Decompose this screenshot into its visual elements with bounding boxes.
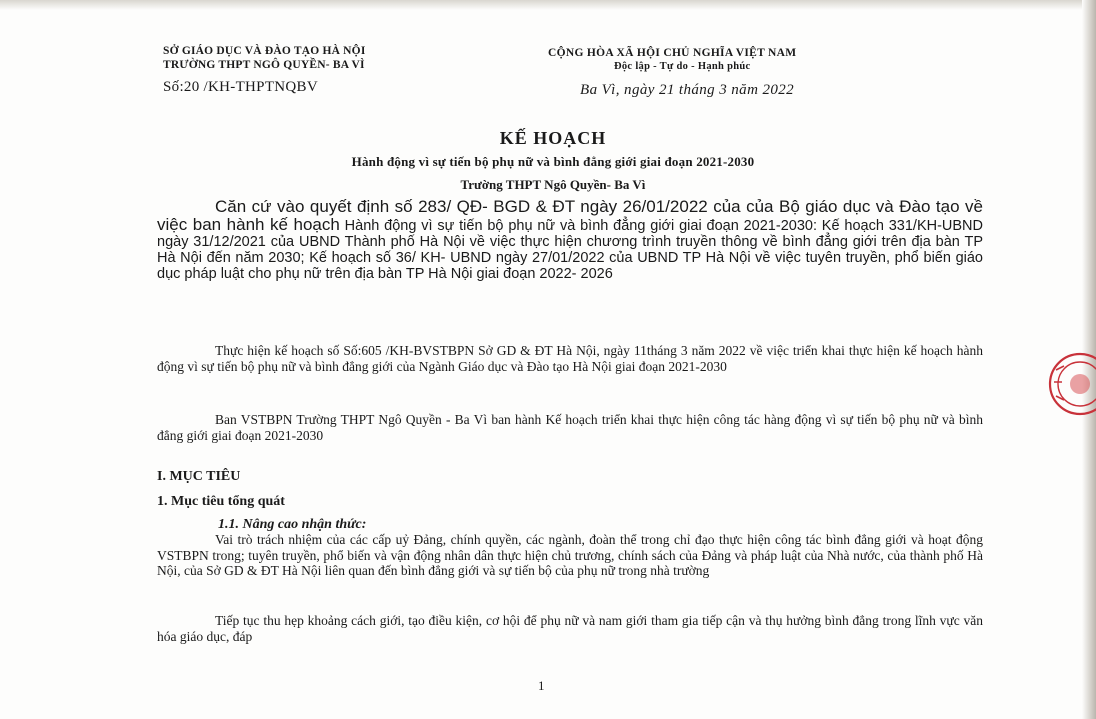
document-subtitle: Hành động vì sự tiến bộ phụ nữ và bình đẳng giới giai đoạn 2021-2030 (351, 154, 755, 169)
national-motto: Độc lập - Tự do - Hạnh phúc (614, 61, 751, 72)
section-heading-general-objective: 1. Mục tiêu tổng quát (157, 494, 285, 509)
header-right (548, 46, 968, 97)
school-line: Trường THPT Ngô Quyền- Ba Vì (460, 177, 646, 192)
paragraph-basis-rest: Hành động vì sự tiến bộ phụ nữ và bình đẳng giới giai đoạn 2021-2030: Kế hoạch 331/KH-UBND ngày 31/12/2021 của UBND Thành phố Hà Nội về việc thực hiện chương trình truyền thông về bình đẳng giới trên địa bàn TP Hà Nội đến năm 2030; Kế hoạch số 36/ KH- UBND ngày 27/01/2022 của UBND TP Hà Nội về việc tuyên truyền, phổ biến giáo dục pháp luật cho phụ nữ trên địa bàn TP Hà Nội giai đoạn 2022- 2026 (157, 218, 983, 282)
document-title: KẾ HOẠCH (499, 128, 607, 148)
paragraph-basis (157, 198, 983, 282)
section-heading-objectives: I. MỤC TIÊU (157, 469, 241, 484)
page-number: 1 (538, 678, 545, 693)
paragraph-basis-lead: Căn cứ vào quyết định số 283/ QĐ- BGD & ĐT ngày 26/01/2022 của của Bộ giáo dục và Đào tạo về việc ban hành kế hoạch (157, 197, 983, 234)
paragraph-implementation: Thực hiện kế hoạch số Số:605 /KH-BVSTBPN Sở GD & ĐT Hà Nội, ngày 11tháng 3 năm 2022 về việc triển khai thực hiện kế hoạch hành động vì sự tiến bộ phụ nữ và bình đẳng giới của Ngành Giáo dục và Đào tạo Hà Nội giai đoạn 2021-2030 (157, 343, 983, 374)
scan-top-edge (0, 0, 1096, 10)
red-seal-stamp (1040, 352, 1096, 416)
header-left (163, 44, 523, 94)
document-number: Số:20 /KH-THPTNQBV (163, 79, 318, 95)
paragraph-responsibility: Vai trò trách nhiệm của các cấp uỷ Đảng, chính quyền, các ngành, đoàn thể trong chỉ đạo thực hiện công tác bình đẳng giới và hoạt động VSTBPN trong; tuyên truyền, phổ biến và vận động nhân dân thực hiện chủ trương, chính sách của Đảng và pháp luật của Nhà nước, của thành phố Hà Nội, của Sở GD & ĐT Hà Nội liên quan đến bình đẳng giới và sự tiến bộ của phụ nữ trong nhà trường (157, 532, 983, 578)
paragraph-gender-gap: Tiếp tục thu hẹp khoảng cách giới, tạo điều kiện, cơ hội để phụ nữ và nam giới tham gia tiếp cận và thụ hưởng bình đẳng trong lĩnh vực văn hóa giáo dục, đáp (157, 613, 983, 644)
document-date: Ba Vì, ngày 21 tháng 3 năm 2022 (580, 82, 795, 98)
section-heading-awareness: 1.1. Nâng cao nhận thức: (218, 517, 367, 532)
school-name: TRƯỜNG THPT NGÔ QUYỀN- BA VÌ (163, 59, 365, 71)
department-name: SỞ GIÁO DỤC VÀ ĐÀO TẠO HÀ NỘI (163, 45, 366, 57)
country-name: CỘNG HÒA XÃ HỘI CHỦ NGHĨA VIỆT NAM (548, 47, 797, 59)
paragraph-issuance: Ban VSTBPN Trường THPT Ngô Quyền - Ba Vì ban hành Kế hoạch triển khai thực hiện công tác hàng động vì sự tiến bộ phụ nữ và bình đẳng giới giai đoạn 2021-2030 (157, 412, 983, 443)
